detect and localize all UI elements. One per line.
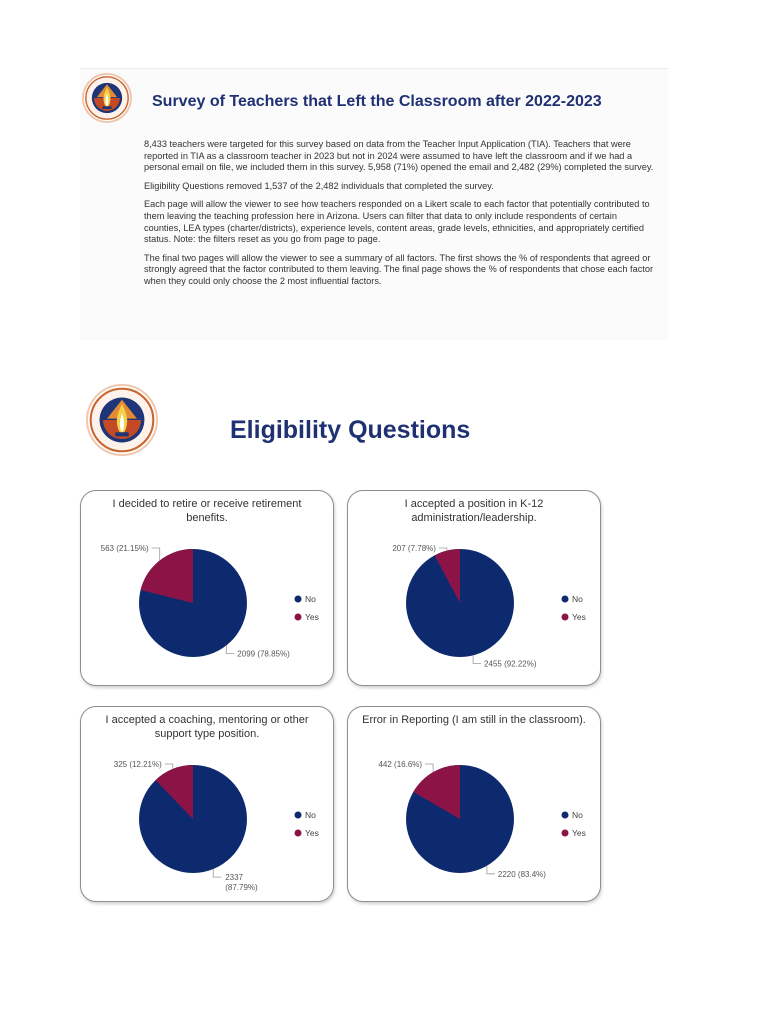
data-label-yes: 563 (21.15%) — [100, 544, 149, 553]
data-label-no: 2337 (87.79%) — [225, 873, 258, 893]
data-label-yes: 325 (12.21%) — [113, 760, 162, 769]
leader-line-no — [226, 646, 234, 654]
data-label-no: 2455 (92.22%) — [484, 659, 537, 669]
data-label-yes: 442 (16.6%) — [378, 760, 423, 769]
ade-seal-icon — [88, 386, 156, 454]
legend-label-yes: Yes — [305, 828, 319, 838]
ade-seal-icon — [84, 75, 130, 121]
legend-label-no: No — [572, 810, 583, 820]
data-label-yes: 207 (7.78%) — [392, 544, 436, 553]
legend-label-no: No — [305, 594, 316, 604]
pie-card-title: I accepted a coaching, mentoring or other support type position. — [105, 714, 309, 740]
legend-label-yes: Yes — [305, 612, 319, 622]
pie-card-title: I decided to retire or receive retirement benefits. — [112, 498, 302, 524]
legend-marker-no — [562, 812, 569, 819]
leader-line-no — [473, 655, 481, 663]
leader-line-yes — [152, 548, 160, 561]
eligibility-slide — [80, 380, 620, 915]
leader-line-no — [487, 866, 495, 874]
legend-marker-no — [295, 812, 302, 819]
ade-seal-logo — [82, 73, 132, 123]
pie-card-administration — [347, 490, 601, 686]
leader-line-yes — [439, 548, 447, 551]
ade-seal-logo — [86, 384, 158, 456]
intro-paragraph: Each page will allow the viewer to see how teachers responded on a Likert scale to each factor that potentially contributed to them leaving the teaching profession here in Arizona. Users can filter that data to only include respondents of certain counties, LEA types (charter/districts), experience levels, content areas, grade levels, ethnicities, and appropriately certified status. Note: the filters reset as you go from page to page. — [144, 199, 650, 245]
legend-marker-yes — [295, 830, 302, 837]
intro-slide — [80, 68, 668, 340]
legend-marker-no — [562, 596, 569, 603]
pie-card-error-reporting — [347, 706, 601, 902]
legend-marker-yes — [562, 614, 569, 621]
legend-label-yes: Yes — [572, 828, 586, 838]
pie-card-retire — [80, 490, 334, 686]
pie-card-title: Error in Reporting (I am still in the classroom). — [362, 714, 586, 726]
legend-label-yes: Yes — [572, 612, 586, 622]
pie-card-coaching — [80, 706, 334, 902]
leader-line-yes — [425, 764, 433, 772]
leader-line-no — [213, 869, 221, 877]
intro-paragraph: The final two pages will allow the viewer to see a summary of all factors. The first shows the % of respondents that agreed or strongly agreed that the factor contributed to them leaving. The final page shows the % of respondents that chose each factor when they could only choose the 2 most influential factors. — [144, 252, 654, 286]
data-label-no: 2220 (83.4%) — [497, 869, 546, 879]
data-label-no: 2099 (78.85%) — [237, 649, 290, 659]
pie-chart-coaching — [81, 707, 334, 902]
intro-title: Survey of Teachers that Left the Classroom after 2022-2023 — [152, 93, 602, 110]
legend-marker-yes — [562, 830, 569, 837]
pie-chart-administration — [348, 491, 601, 686]
pie-chart-retire — [81, 491, 334, 686]
legend-label-no: No — [572, 594, 583, 604]
eligibility-title: Eligibility Questions — [230, 416, 471, 444]
intro-paragraph: 8,433 teachers were targeted for this survey based on data from the Teacher Input Application (TIA). Teachers that were reported in TIA as a classroom teacher in 2023 but not in 2024 were assumed to have left the classroom and if we had a personal email on file, we included them in this survey. 5,958 (71%) opened the email and 2,482 (29%) completed the survey. — [144, 139, 654, 173]
legend-label-no: No — [305, 810, 316, 820]
pie-chart-error-reporting — [348, 707, 601, 902]
intro-paragraph: Eligibility Questions removed 1,537 of the 2,482 individuals that completed the survey. — [144, 180, 494, 191]
legend-marker-no — [295, 596, 302, 603]
pie-card-title: I accepted a position in K-12 administration/leadership. — [404, 498, 544, 524]
legend-marker-yes — [295, 614, 302, 621]
intro-text — [144, 139, 654, 295]
leader-line-yes — [165, 764, 173, 769]
